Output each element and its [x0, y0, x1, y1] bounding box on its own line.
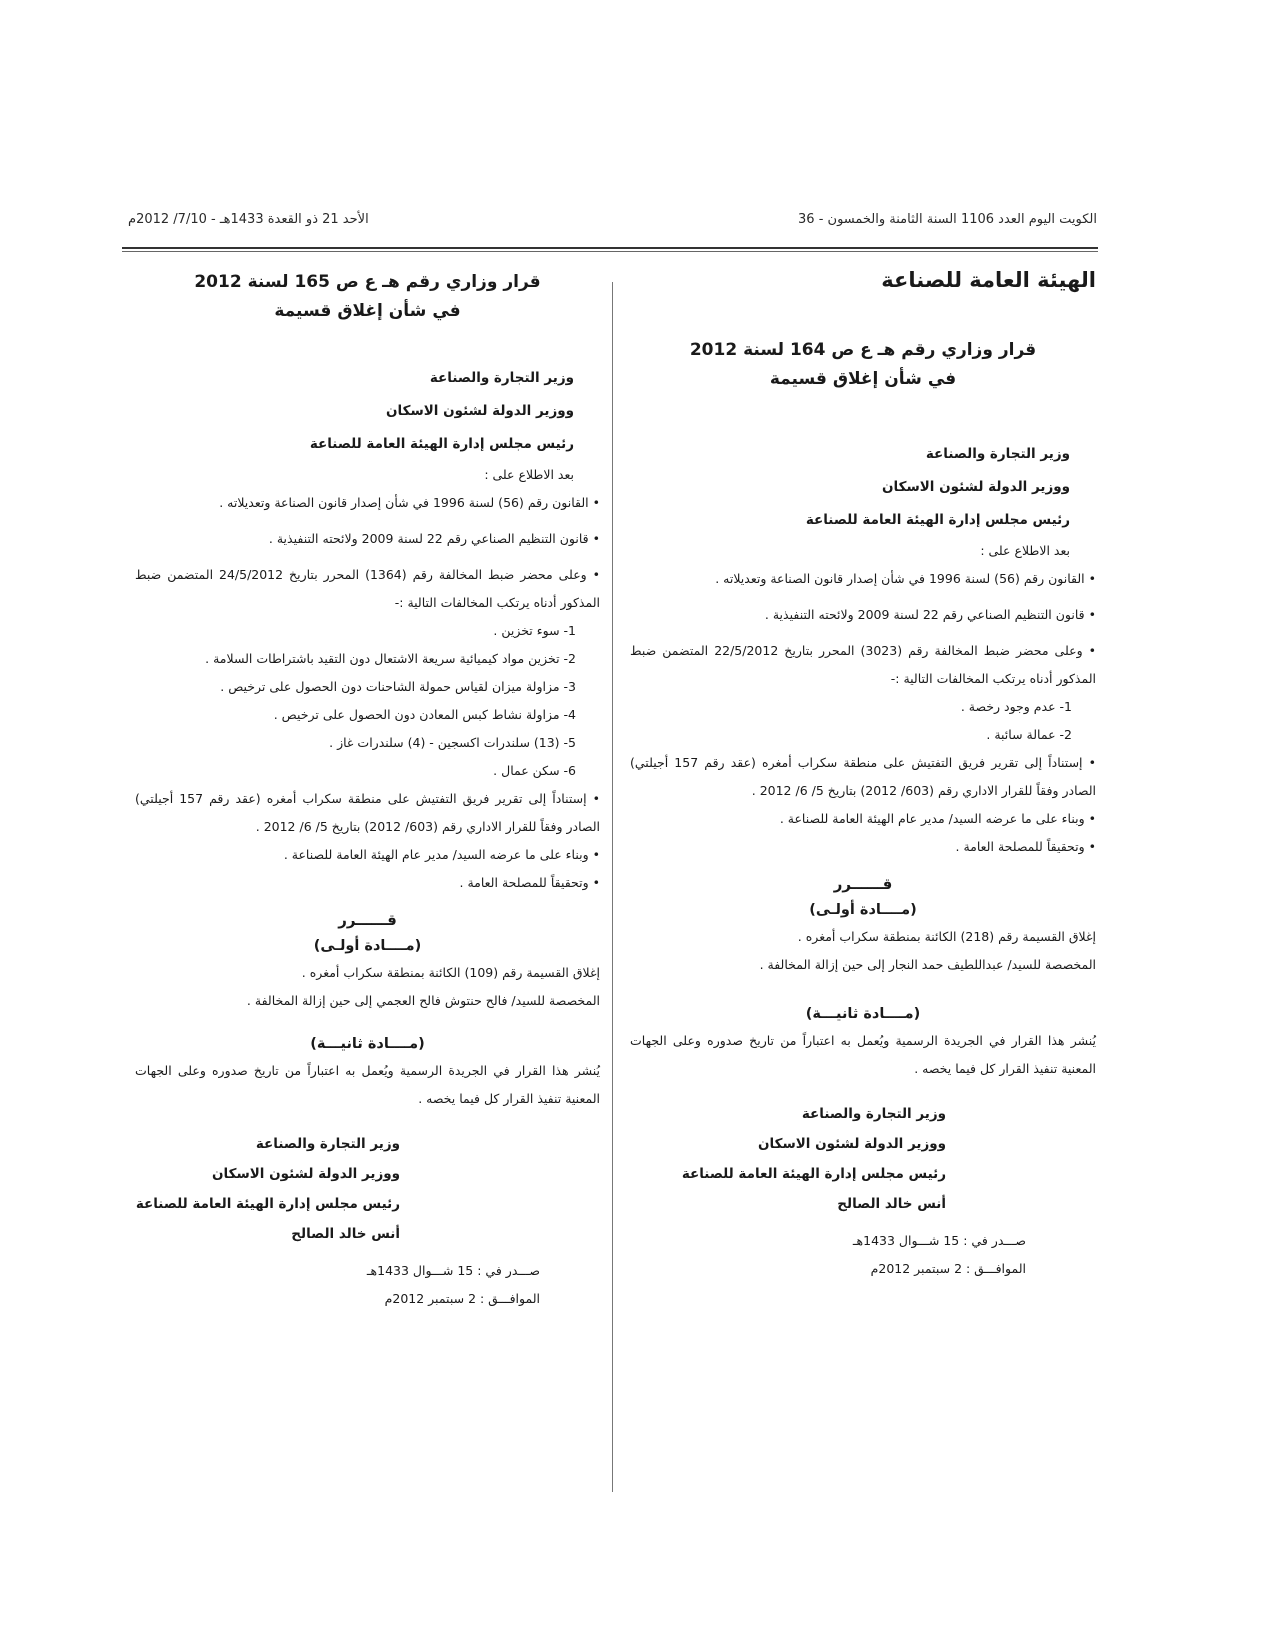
- header-date: الأحد 21 ذو القعدة 1433هـ - 7/10/ 2012م: [128, 212, 369, 227]
- violation-item: 4- مزاولة نشاط كبس المعادن دون الحصول على ترخيص .: [273, 707, 576, 722]
- article-1-heading: (مــــادة أولـى): [313, 938, 422, 954]
- decision-heading: قــــــرر: [338, 911, 397, 929]
- article-1-text: إغلاق القسيمة رقم (218) الكائنة بمنطقة سكراب أمغره .: [797, 929, 1096, 944]
- preamble-paragraph: • وتحقيقاً للمصلحة العامة .: [459, 875, 600, 890]
- violation-item: 3- مزاولة ميزان لقياس حمولة الشاحنات دون الحصول على ترخيص .: [220, 679, 576, 694]
- issue-date: صـــدر في : 15 شـــوال 1433هـ: [366, 1263, 540, 1278]
- decision-title: قرار وزاري رقم هـ ع ص 164 لسنة 2012: [689, 340, 1037, 360]
- preamble-paragraph: • القانون رقم (56) لسنة 1996 في شأن إصدار قانون الصناعة وتعديلاته .: [219, 495, 600, 510]
- header-divider: [122, 247, 1098, 249]
- preamble-paragraph: • قانون التنظيم الصناعي رقم 22 لسنة 2009 ولائحته التنفيذية .: [268, 531, 600, 546]
- signature-line: ووزير الدولة لشئون الاسكان: [758, 1136, 946, 1152]
- preamble-paragraph: • وعلى محضر ضبط المخالفة رقم (3023) المحرر بتاريخ 22/5/2012 المتضمن ضبط المذكور أدناه يرتكب المخالفات التالية :-: [630, 643, 1097, 686]
- preamble-paragraph: • القانون رقم (56) لسنة 1996 في شأن إصدار قانون الصناعة وتعديلاته .: [715, 571, 1096, 586]
- article-2-text: يُنشر هذا القرار في الجريدة الرسمية ويُعمل به اعتباراً من تاريخ صدوره وعلى الجهات المعنية تنفيذ القرار كل فيما يخصه .: [630, 1033, 1096, 1076]
- article-2-text: يُنشر هذا القرار في الجريدة الرسمية ويُعمل به اعتباراً من تاريخ صدوره وعلى الجهات المعنية تنفيذ القرار كل فيما يخصه .: [135, 1063, 600, 1106]
- violation-item: 5- (13) سلندرات اكسجين - (4) سلندرات غاز .: [329, 735, 576, 750]
- signature-line: رئيس مجلس إدارة الهيئة العامة للصناعة: [135, 1196, 400, 1212]
- violation-item: 6- سكن عمال .: [493, 763, 576, 778]
- authority-line: ووزير الدولة لشئون الاسكان: [386, 403, 574, 419]
- authority-line: وزير التجارة والصناعة: [429, 370, 574, 386]
- after-review: بعد الاطلاع على :: [484, 467, 574, 482]
- preamble-paragraph: • وبناء على ما عرضه السيد/ مدير عام الهيئة العامة للصناعة .: [283, 847, 600, 862]
- preamble-paragraph: • قانون التنظيم الصناعي رقم 22 لسنة 2009 ولائحته التنفيذية .: [764, 607, 1096, 622]
- decision-title: قرار وزاري رقم هـ ع ص 165 لسنة 2012: [194, 272, 541, 292]
- violation-item: 1- عدم وجود رخصة .: [960, 699, 1072, 714]
- violation-item: 2- عمالة سائبة .: [986, 727, 1072, 742]
- header-divider-thin: [122, 251, 1098, 252]
- corresponding-date: الموافـــق : 2 سبتمبر 2012م: [384, 1291, 540, 1306]
- issue-date: صـــدر في : 15 شـــوال 1433هـ: [852, 1233, 1026, 1248]
- signatory-name: أنس خالد الصالح: [837, 1196, 946, 1212]
- violation-item: 2- تخزين مواد كيميائية سريعة الاشتعال دون التقيد باشتراطات السلامة .: [205, 651, 576, 666]
- authority-line: وزير التجارة والصناعة: [925, 446, 1070, 462]
- decision-165-column: [135, 268, 600, 1313]
- preamble-paragraph: • إستناداً إلى تقرير فريق التفتيش على منطقة سكراب أمغره (عقد رقم 157 أجيلتي) الصادر وفقاً للقرار الاداري رقم (603/ 2012) بتاريخ 5/ 6/ 2012 .: [630, 755, 1096, 798]
- decision-subtitle: في شأن إغلاق قسيمة: [274, 301, 461, 321]
- preamble-paragraph: • وتحقيقاً للمصلحة العامة .: [955, 839, 1096, 854]
- decision-164-column: [630, 268, 1096, 1283]
- violation-item: 1- سوء تخزين .: [493, 623, 576, 638]
- decision-subtitle: في شأن إغلاق قسيمة: [769, 369, 957, 389]
- column-divider: [612, 282, 613, 1492]
- header-issue-info: الكويت اليوم العدد 1106 السنة الثامنة والخمسون - 36: [798, 212, 1097, 227]
- signature-line: وزير التجارة والصناعة: [255, 1136, 400, 1152]
- authority-line: رئيس مجلس إدارة الهيئة العامة للصناعة: [309, 436, 574, 452]
- after-review: بعد الاطلاع على :: [980, 543, 1070, 558]
- organization-name: الهيئة العامة للصناعة: [881, 268, 1096, 292]
- decision-heading: قــــــرر: [833, 875, 893, 893]
- authority-line: ووزير الدولة لشئون الاسكان: [882, 479, 1070, 495]
- signature-line: ووزير الدولة لشئون الاسكان: [212, 1166, 400, 1182]
- preamble-paragraph: • وبناء على ما عرضه السيد/ مدير عام الهيئة العامة للصناعة .: [779, 811, 1096, 826]
- article-2-heading: (مــــادة ثانيـــة): [310, 1036, 425, 1052]
- article-1-text: إغلاق القسيمة رقم (109) الكائنة بمنطقة سكراب أمغره .: [301, 965, 600, 980]
- preamble-paragraph: • إستناداً إلى تقرير فريق التفتيش على منطقة سكراب أمغره (عقد رقم 157 أجيلتي) الصادر وفقاً للقرار الاداري رقم (603/ 2012) بتاريخ 5/ 6/ 2012 .: [135, 791, 600, 834]
- signature-line: رئيس مجلس إدارة الهيئة العامة للصناعة: [681, 1166, 946, 1182]
- signatory-name: أنس خالد الصالح: [291, 1226, 400, 1242]
- article-2-heading: (مــــادة ثانيـــة): [805, 1006, 921, 1022]
- preamble-paragraph: • وعلى محضر ضبط المخالفة رقم (1364) المحرر بتاريخ 24/5/2012 المتضمن ضبط المذكور أدناه يرتكب المخالفات التالية :-: [135, 567, 601, 610]
- authority-line: رئيس مجلس إدارة الهيئة العامة للصناعة: [805, 512, 1070, 528]
- article-1-text: المخصصة للسيد/ عبداللطيف حمد النجار إلى حين إزالة المخالفة .: [759, 957, 1096, 972]
- article-1-heading: (مــــادة أولـى): [809, 902, 917, 918]
- corresponding-date: الموافـــق : 2 سبتمبر 2012م: [870, 1261, 1026, 1276]
- article-1-text: المخصصة للسيد/ فالح حنتوش فالح العجمي إلى حين إزالة المخالفة .: [246, 993, 600, 1008]
- signature-line: وزير التجارة والصناعة: [801, 1106, 946, 1122]
